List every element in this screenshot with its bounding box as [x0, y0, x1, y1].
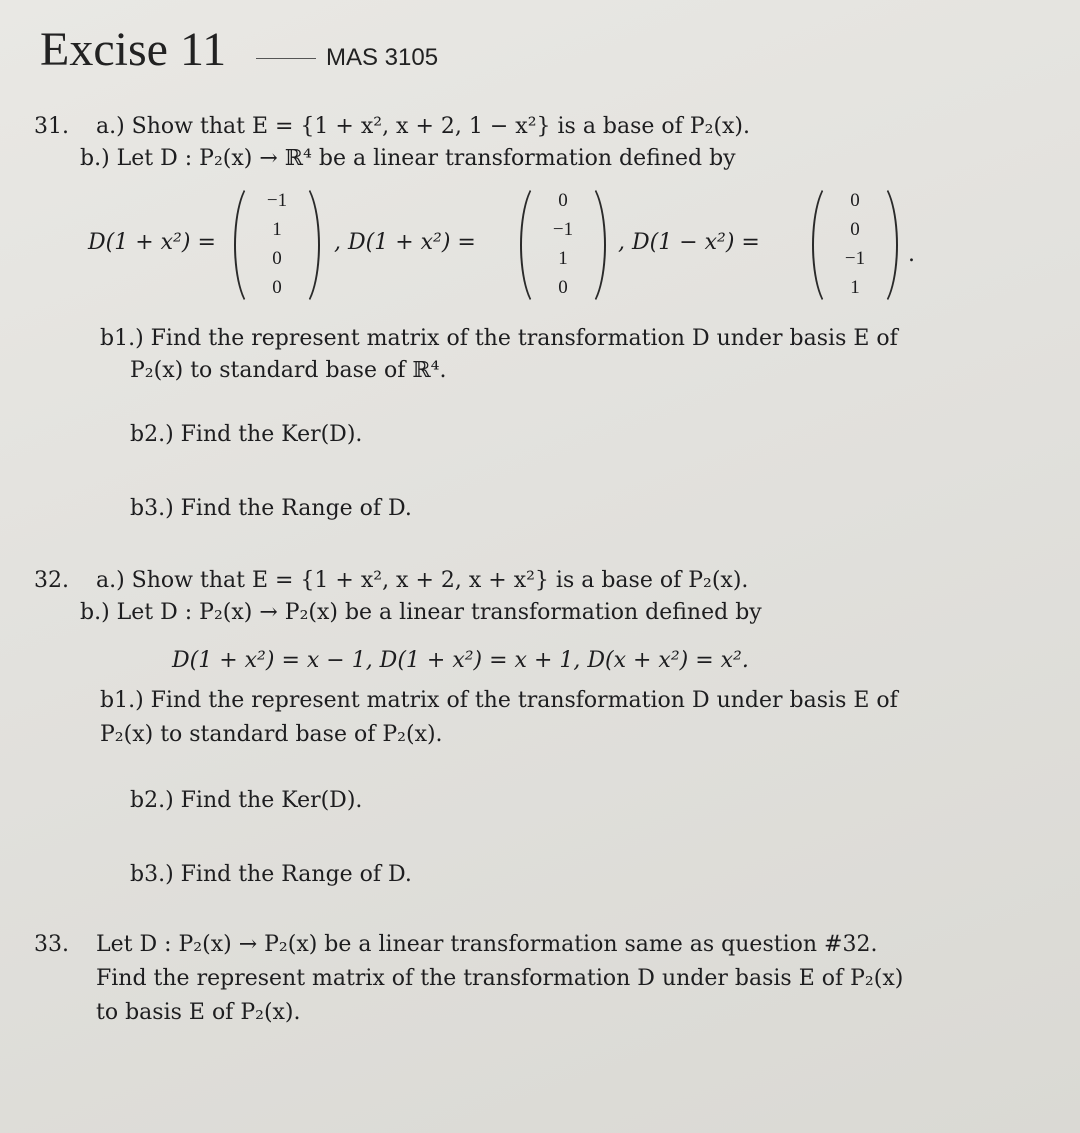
q31-lhs-1: D(1 + x²) = — [88, 230, 216, 255]
q31-b1-line1: b1.) Find the represent matrix of the transformation D under basis E of — [100, 326, 898, 351]
q32-part-b: b.) Let D : P₂(x) → P₂(x) be a linear transformation defined by — [80, 600, 762, 625]
vector-entry: 1 — [558, 248, 568, 269]
vector-entry: 1 — [272, 219, 282, 240]
q33-number: 33. — [34, 932, 69, 957]
vector-entry: 0 — [850, 219, 860, 240]
vector-entry: 0 — [272, 277, 282, 298]
q31-part-b: b.) Let D : P₂(x) → ℝ⁴ be a linear transformation defined by — [80, 146, 736, 171]
q31-part-a: a.) Show that E = {1 + x², x + 2, 1 − x²} is a base of P₂(x). — [96, 114, 751, 139]
title-divider — [256, 58, 316, 59]
q32-b1-line1: b1.) Find the represent matrix of the transformation D under basis E of — [100, 688, 898, 713]
q31-period: . — [908, 242, 915, 267]
q32-b3: b3.) Find the Range of D. — [130, 862, 412, 887]
q31-number: 31. — [34, 114, 69, 139]
vector-entry: 0 — [558, 190, 568, 211]
q32-b2: b2.) Find the Ker(D). — [130, 788, 363, 813]
q32-number: 32. — [34, 568, 69, 593]
q33-line1: Let D : P₂(x) → P₂(x) be a linear transformation same as question #32. — [96, 932, 878, 957]
q31-lhs-3: , D(1 − x²) = — [618, 230, 760, 255]
q31-b1-line2: P₂(x) to standard base of ℝ⁴. — [130, 358, 447, 383]
vector-entry: 0 — [272, 248, 282, 269]
q31-b2: b2.) Find the Ker(D). — [130, 422, 363, 447]
vector-entry: 0 — [850, 190, 860, 211]
q31-vector-3 — [812, 180, 898, 310]
vector-entry: −1 — [844, 248, 866, 269]
q33-line3: to basis E of P₂(x). — [96, 1000, 301, 1025]
vector-entry: 1 — [850, 277, 860, 298]
q31-vector-1 — [234, 180, 320, 310]
q33-line2: Find the represent matrix of the transformation D under basis E of P₂(x) — [96, 966, 904, 991]
q31-vector-2 — [520, 180, 606, 310]
vector-entry: −1 — [552, 219, 574, 240]
vector-entry: 0 — [558, 277, 568, 298]
page-title: Excise 11 — [40, 23, 227, 76]
q31-lhs-2: , D(1 + x²) = — [334, 230, 476, 255]
vector-entry: −1 — [266, 190, 288, 211]
q32-definition: D(1 + x²) = x − 1, D(1 + x²) = x + 1, D(x + x²) = x². — [172, 648, 749, 673]
course-code: MAS 3105 — [326, 44, 439, 71]
q32-part-a: a.) Show that E = {1 + x², x + 2, x + x²} is a base of P₂(x). — [96, 568, 749, 593]
q31-b3: b3.) Find the Range of D. — [130, 496, 412, 521]
q32-b1-line2: P₂(x) to standard base of P₂(x). — [100, 722, 443, 747]
